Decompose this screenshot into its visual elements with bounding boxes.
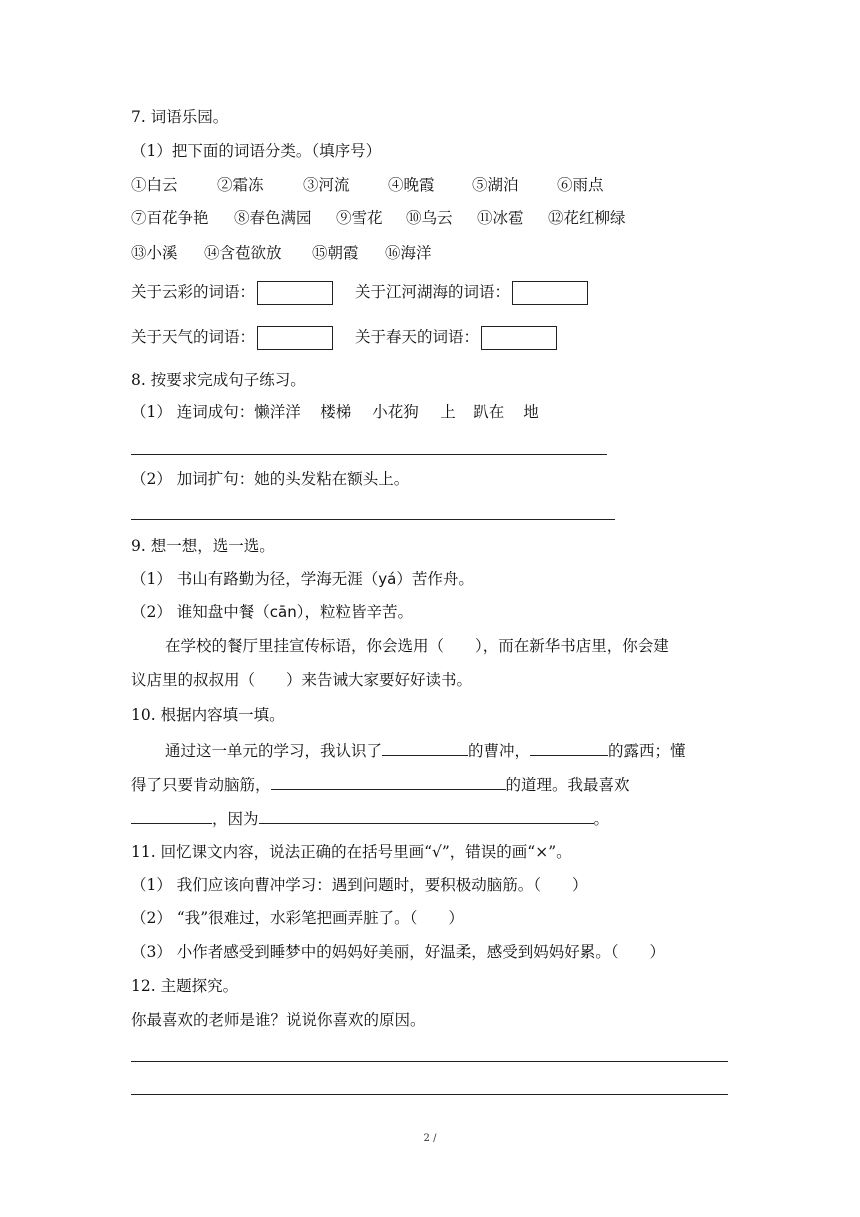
word-tile: 上: [440, 403, 456, 421]
word-option: ③河流: [303, 176, 350, 194]
word-option: ⑤湖泊: [472, 176, 519, 194]
word-option: ⑧春色满园: [234, 209, 312, 227]
fill-blank[interactable]: [259, 808, 594, 824]
category-label-weather: 关于天气的词语：: [131, 328, 256, 346]
word-tile: 小花狗: [372, 403, 419, 421]
q9-title: 9. 想一想，选一选。: [131, 537, 275, 555]
answer-line[interactable]: [131, 1094, 728, 1095]
fill-blank[interactable]: [382, 740, 468, 756]
text: （2） 谁知盘中餐（: [131, 603, 270, 621]
category-label-spring: 关于春天的词语：: [355, 328, 480, 346]
word-option: ⑦百花争艳: [131, 209, 209, 227]
q10-line-2: [131, 774, 630, 795]
text: 通过这一单元的学习，我认识了: [165, 742, 383, 760]
q9-sentence-1: [131, 569, 474, 589]
q12-prompt: 你最喜欢的老师是谁？说说你喜欢的原因。: [131, 1011, 426, 1029]
q7-word-row-2: [131, 208, 626, 228]
q8-title: 8. 按要求完成句子练习。: [131, 371, 306, 389]
page-number: 2 /: [423, 1133, 437, 1144]
text: 。: [593, 810, 610, 828]
word-option: ④晚霞: [388, 176, 435, 194]
text: （1） 书山有路勤为径，学海无涯（: [131, 570, 379, 588]
answer-box-weather[interactable]: [257, 326, 333, 350]
fill-blank[interactable]: [131, 808, 212, 824]
q8-part1-label: （1） 连词成句：: [131, 403, 255, 421]
q7-instruction: （1）把下面的词语分类。（填序号）: [131, 142, 382, 160]
word-option: ⑯海洋: [385, 244, 432, 262]
q11-item-2: （2） “我”很难过，水彩笔把画弄脏了。（ ）: [131, 909, 464, 927]
pinyin: cān: [269, 603, 297, 621]
q9-paragraph-line-2: 议店里的叔叔用（ ）来告诫大家要好好读书。: [131, 671, 473, 689]
pinyin: yá: [378, 570, 397, 588]
answer-box-rivers[interactable]: [512, 281, 588, 305]
q10-title: 10. 根据内容填一填。: [131, 706, 285, 724]
answer-box-spring[interactable]: [481, 326, 557, 350]
text: 的露西；懂: [608, 742, 686, 760]
text: ），粒粒皆辛苦。: [296, 603, 414, 621]
word-option: ⑮朝霞: [312, 244, 359, 262]
q7-title: 7. 词语乐园。: [131, 108, 229, 126]
answer-line[interactable]: [131, 1061, 728, 1062]
q7-category-row-1: [131, 281, 588, 305]
text: 的曹冲，: [468, 742, 531, 760]
q7-word-row-3: [131, 243, 432, 263]
q10-line-1: [165, 740, 686, 761]
q9-sentence-2: [131, 602, 413, 622]
answer-line[interactable]: [131, 519, 615, 520]
q12-title: 12. 主题探究。: [131, 977, 239, 995]
text: 得了只要肯动脑筋，: [131, 776, 271, 794]
category-label-clouds: 关于云彩的词语：: [131, 283, 256, 301]
word-option: ⑭含苞欲放: [204, 244, 282, 262]
q11-title: 11. 回忆课文内容，说法正确的在括号里画“√”，错误的画“×”。: [131, 843, 572, 861]
word-option: ⑩乌云: [406, 209, 453, 227]
word-option: ⑬小溪: [131, 244, 178, 262]
text: ）苦作舟。: [396, 570, 474, 588]
word-tile: 懒洋洋: [254, 403, 301, 421]
word-tile: 趴在: [473, 403, 505, 421]
answer-line[interactable]: [131, 454, 607, 455]
word-option: ⑨雪花: [336, 209, 383, 227]
fill-blank[interactable]: [530, 740, 608, 756]
word-tile: 地: [523, 403, 539, 421]
q10-line-3: [131, 808, 609, 829]
text: ，因为: [212, 810, 259, 828]
word-option: ⑪冰雹: [477, 209, 524, 227]
q7-word-row-1: [131, 175, 604, 195]
q11-item-1: （1） 我们应该向曹冲学习：遇到问题时，要积极动脑筋。（ ）: [131, 876, 588, 894]
q8-part1: [131, 402, 539, 422]
q11-item-3: （3） 小作者感受到睡梦中的妈妈好美丽，好温柔，感受到妈妈好累。（ ）: [131, 943, 666, 961]
q9-paragraph-line-1: 在学校的餐厅里挂宣传标语，你会选用（ ），而在新华书店里，你会建: [165, 637, 669, 655]
word-option: ①白云: [131, 176, 178, 194]
q7-category-row-2: [131, 326, 557, 350]
word-option: ⑫花红柳绿: [548, 209, 626, 227]
word-option: ②霜冻: [217, 176, 264, 194]
q8-part2: （2） 加词扩句：她的头发粘在额头上。: [131, 470, 410, 488]
answer-box-clouds[interactable]: [257, 281, 333, 305]
word-tile: 楼梯: [320, 403, 352, 421]
text: 的道理。我最喜欢: [505, 776, 630, 794]
category-label-rivers: 关于江河湖海的词语：: [355, 283, 511, 301]
word-option: ⑥雨点: [557, 176, 604, 194]
fill-blank[interactable]: [271, 774, 506, 790]
